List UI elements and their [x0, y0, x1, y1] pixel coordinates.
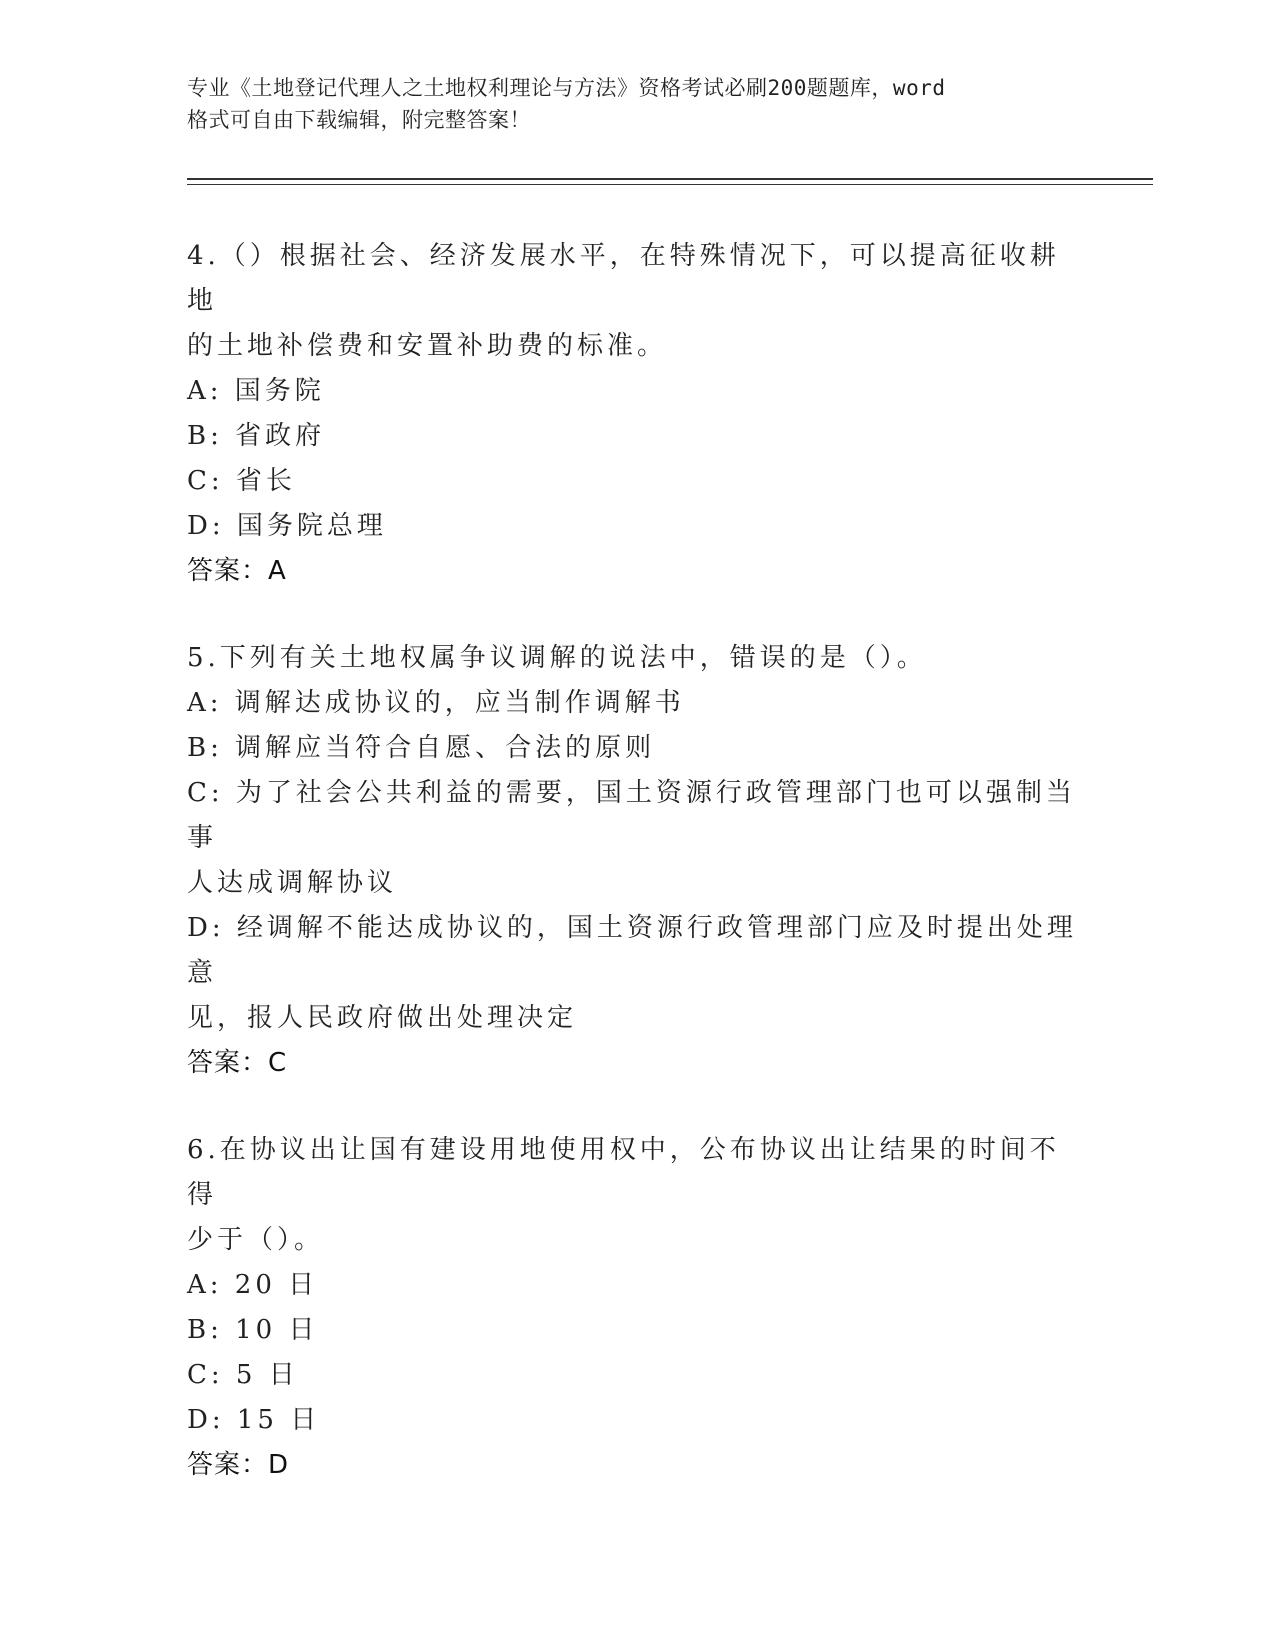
answer-label: 答案： [187, 1048, 269, 1078]
answer-line [187, 549, 1087, 594]
option-line: 见，报人民政府做出处理决定 [187, 1003, 578, 1033]
option-d [187, 906, 1087, 1041]
header-divider-thin [187, 184, 1153, 185]
option-a: A: 调解达成协议的，应当制作调解书 [187, 688, 685, 718]
option-a: A: 20 日 [187, 1270, 319, 1300]
option-d: D: 国务院总理 [187, 511, 387, 541]
question-stem [187, 1128, 1087, 1263]
option-line: D: 经调解不能达成协议的，国土资源行政管理部门应及时提出处理意 [187, 913, 1077, 988]
option-b: B: 10 日 [187, 1315, 319, 1345]
question-stem [187, 234, 1087, 369]
document-header [187, 72, 1067, 136]
option-c: C: 5 日 [187, 1360, 299, 1390]
option-b: B: 调解应当符合自愿、合法的原则 [187, 733, 656, 763]
option-a: A: 国务院 [187, 376, 325, 406]
question-stem: 5.下列有关土地权属争议调解的说法中，错误的是（）。 [187, 643, 927, 673]
answer-value: C [268, 1048, 288, 1078]
option-b: B: 省政府 [187, 421, 326, 451]
question-stem-line: 的土地补偿费和安置补助费的标准。 [187, 331, 668, 361]
answer-value: A [268, 556, 287, 586]
question-6 [187, 1128, 1087, 1488]
option-c [187, 771, 1087, 906]
answer-line [187, 1443, 1087, 1488]
option-c: C: 省长 [187, 466, 296, 496]
question-stem-line: 少于（）。 [187, 1225, 325, 1255]
answer-value: D [268, 1450, 290, 1480]
question-4 [187, 234, 1087, 594]
question-list [187, 234, 1087, 1530]
answer-line [187, 1041, 1087, 1086]
header-line-1: 专业《土地登记代理人之土地权利理论与方法》资格考试必刷200题题库，word [187, 76, 946, 100]
answer-label: 答案： [187, 556, 269, 586]
option-d: D: 15 日 [187, 1405, 321, 1435]
question-5 [187, 636, 1087, 1086]
header-divider-thick [187, 178, 1153, 180]
option-line: 人达成调解协议 [187, 868, 398, 898]
question-stem-line: 6.在协议出让国有建设用地使用权中，公布协议出让结果的时间不得 [187, 1135, 1060, 1210]
question-stem-line: 4.（）根据社会、经济发展水平，在特殊情况下，可以提高征收耕地 [187, 241, 1060, 316]
answer-label: 答案： [187, 1450, 269, 1480]
option-line: C: 为了社会公共利益的需要，国土资源行政管理部门也可以强制当事 [187, 778, 1076, 853]
header-line-2: 格式可自由下载编辑，附完整答案！ [187, 108, 531, 132]
